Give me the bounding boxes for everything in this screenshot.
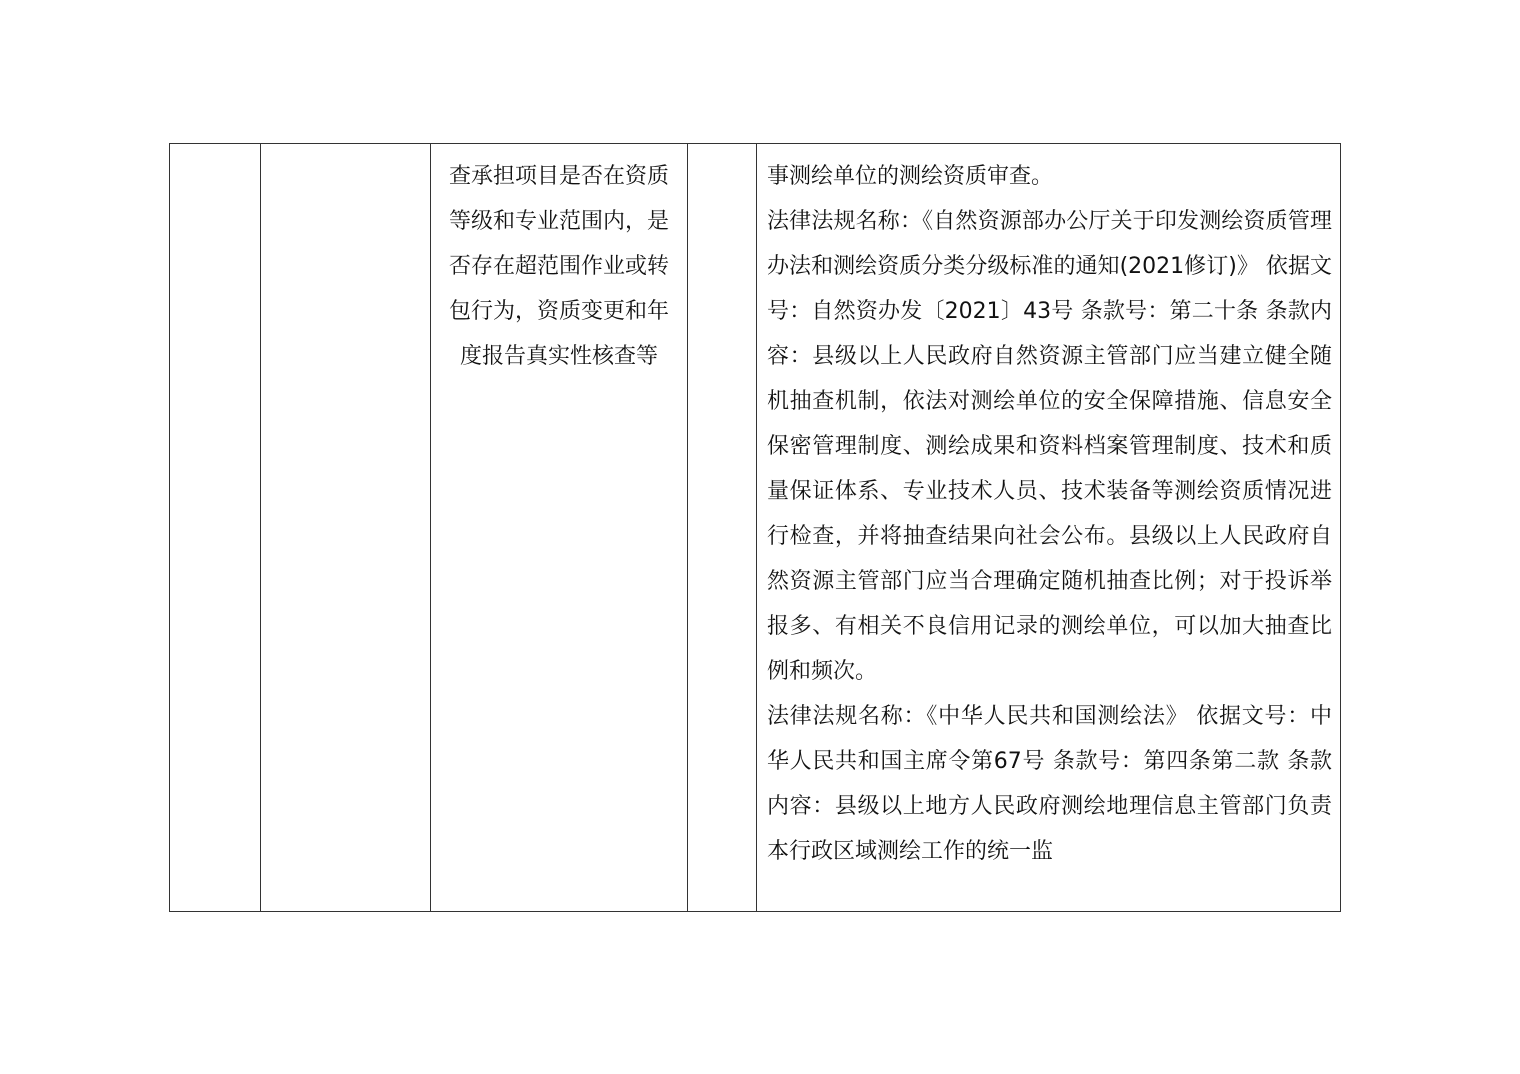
inspection-content-cell <box>431 144 688 912</box>
basis-paragraph: 法律法规名称：《自然资源部办公厅关于印发测绘资质管理办法和测绘资质分类分级标准的通知(2021修订)》 依据文号：自然资办发〔2021〕43号 条款号：第二十条 条款内容：县级以上人民政府自然资源主管部门应当建立健全随机抽查机制，依法对测绘单位的安全保障措施、信息安全保密管理制度、测绘成果和资料档案管理制度、技术和质量保证体系、专业技术人员、技术装备等测绘资质情况进行检查，并将抽查结果向社会公布。县级以上人民政府自然资源主管部门应当合理确定随机抽查比例；对于投诉举报多、有相关不良信用记录的测绘单位，可以加大抽查比例和频次。 <box>767 209 1332 684</box>
inspection-content-text: 查承担项目是否在资质等级和专业范围内，是否存在超范围作业或转包行为，资质变更和年度报告真实性核查等 <box>448 164 669 369</box>
regulation-table <box>169 143 1341 912</box>
item-name-cell <box>261 144 431 912</box>
serial-cell <box>170 144 261 912</box>
basis-paragraph: 事测绘单位的测绘资质审查。 <box>767 164 1054 189</box>
legal-basis-cell <box>757 144 1341 912</box>
table-row <box>170 144 1341 912</box>
basis-paragraph: 法律法规名称：《中华人民共和国测绘法》 依据文号：中华人民共和国主席令第67号 条款号：第四条第二款 条款内容：县级以上地方人民政府测绘地理信息主管部门负责本行政区域测绘工作的统一监 <box>767 704 1332 864</box>
blank-cell <box>688 144 757 912</box>
